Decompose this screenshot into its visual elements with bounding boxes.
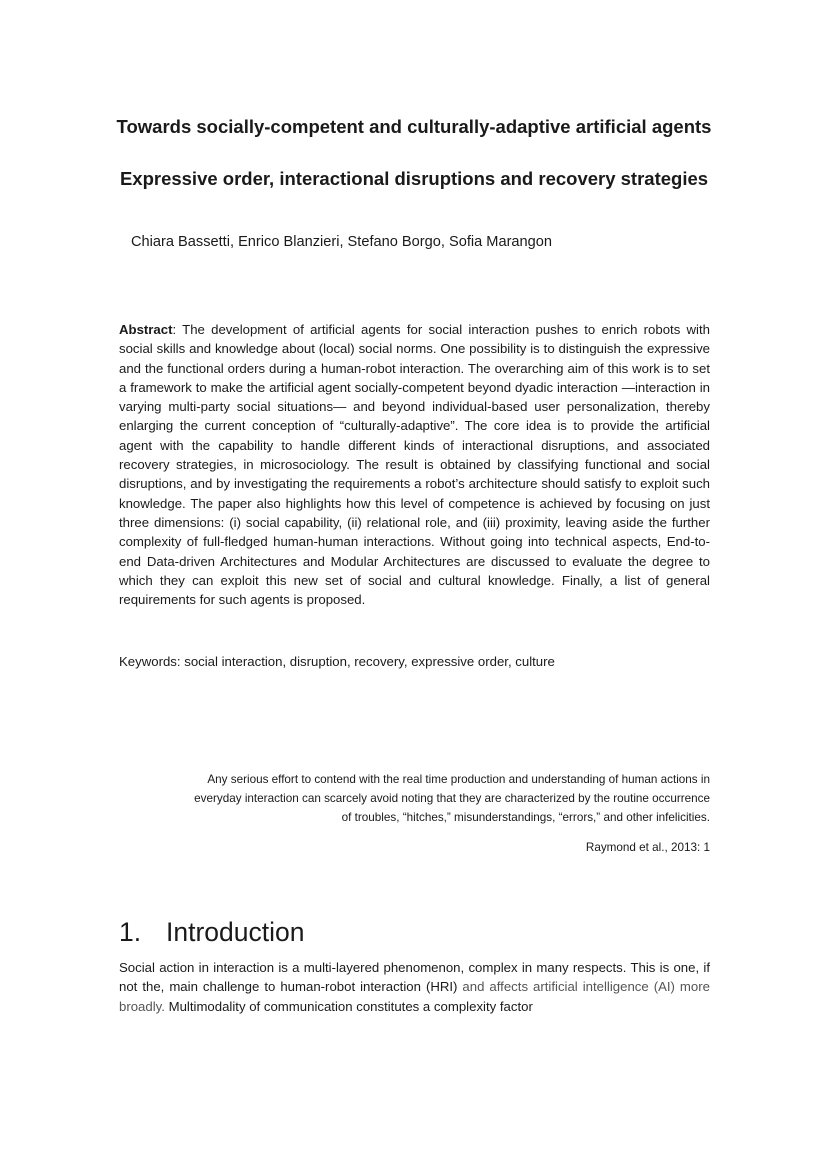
- section-heading: [119, 914, 619, 950]
- epigraph-line: Any serious effort to contend with the real time production and understanding of human actions in: [207, 773, 710, 786]
- abstract-text: : The development of artificial agents for social interaction pushes to enrich robots with social skills and knowledge about (local) social norms. One possibility is to distinguish the expressive and the functional orders during a human-robot interaction. The overarching aim of this work is to set a framework to make the artificial agent socially-competent beyond dyadic interaction —interaction in varying multi-party social situations— and beyond individual-based user personalization, thereby enlarging the current conception of “culturally-adaptive”. The core idea is to provide the artificial agent with the capability to handle different kinds of interactional disruptions, and associated recovery strategies, in microsociology. The result is obtained by classifying functional and social disruptions, and by investigating the requirements a robot’s architecture should satisfy to exploit such knowledge. The paper also highlights how this level of competence is achieved by focusing on just three dimensions: (i) social capability, (ii) relational role, and (iii) proximity, leaving aside the further complexity of full-fledged human-human interactions. Without going into technical aspects, End-to-end Data-driven Architectures and Modular Architectures are discussed to evaluate the degree to which they can exploit this new set of social and cultural knowledge. Finally, a list of general requirements for such agents is proposed.: [119, 322, 710, 608]
- epigraph-line: everyday interaction can scarcely avoid noting that they are characterized by the routine occurrence: [194, 792, 710, 806]
- epigraph-quote: [119, 770, 710, 828]
- intro-text: Social action in interaction is a multi-layered phenomenon, complex in many respects. This is one, if not the, main challenge to human-robot interaction (HRI): [119, 960, 710, 995]
- intro-text: Multimodality of communication constitutes a complexity factor: [164, 998, 533, 1014]
- epigraph-line: of troubles, “hitches,” misunderstandings, “errors,” and other infelicities.: [341, 811, 710, 825]
- paper-title: Towards socially-competent and culturally-adaptive artificial agents: [116, 116, 712, 137]
- abstract: [119, 320, 710, 609]
- intro-paragraph: [119, 958, 710, 1016]
- section-number: 1.: [119, 917, 142, 947]
- intro-text-muted: and affects artificial intelligence (AI) more broadly.: [119, 979, 710, 1014]
- section-title: Introduction: [166, 917, 305, 947]
- keywords: Keywords: social interaction, disruption, recovery, expressive order, culture: [119, 654, 555, 669]
- author-list: Chiara Bassetti, Enrico Blanzieri, Stefano Borgo, Sofia Marangon: [131, 234, 553, 250]
- abstract-label: Abstract: [119, 322, 173, 337]
- epigraph-source: Raymond et al., 2013: 1: [585, 841, 710, 854]
- paper-subtitle: Expressive order, interactional disruptions and recovery strategies: [119, 168, 709, 189]
